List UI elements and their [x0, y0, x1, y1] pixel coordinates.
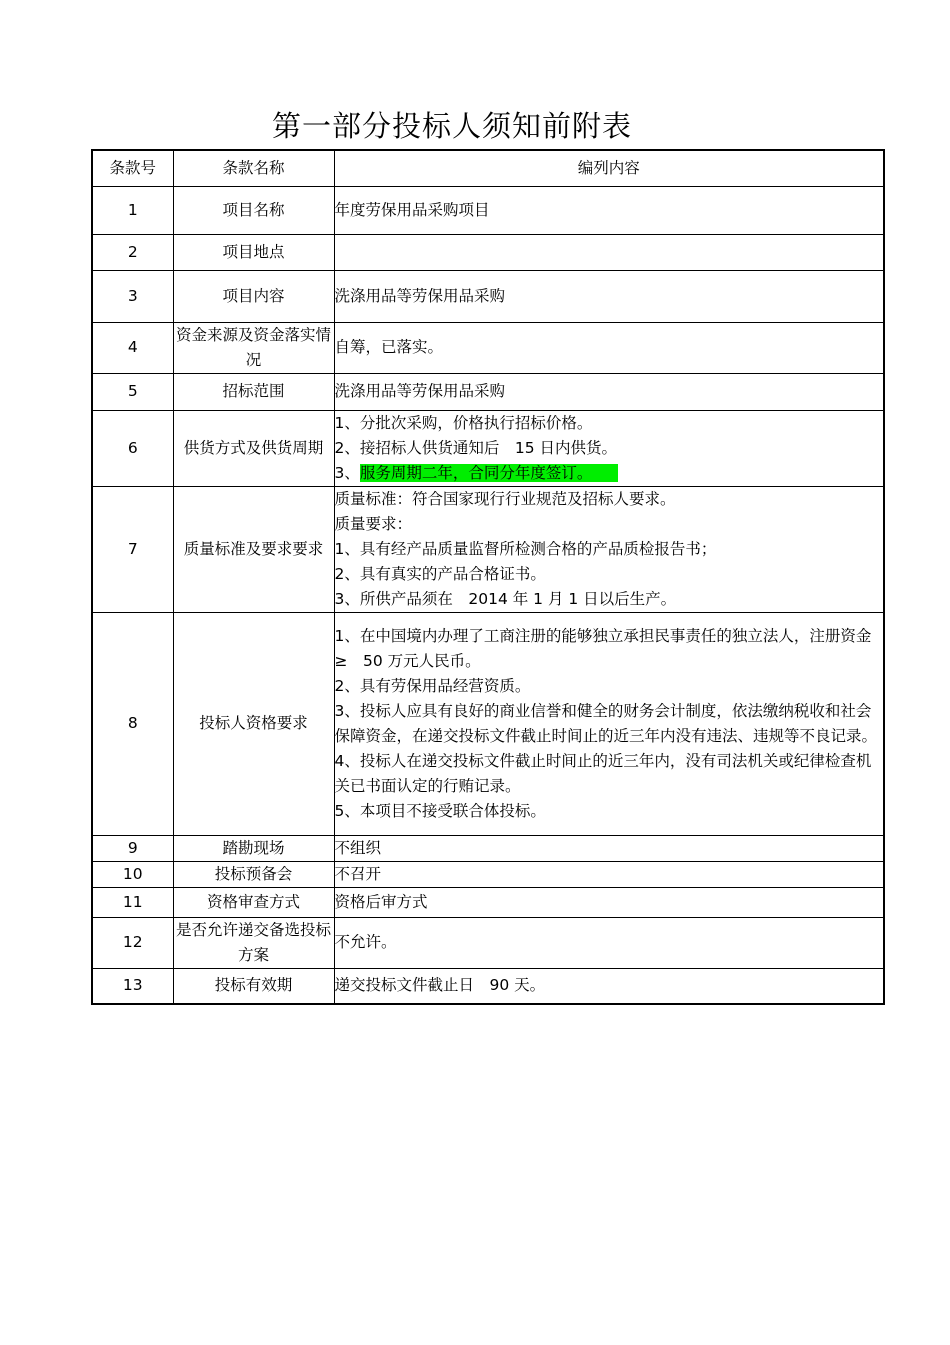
content-line: [335, 487, 884, 512]
clause-number: 5: [92, 373, 173, 410]
content-line: [335, 284, 884, 309]
clause-number: 2: [92, 234, 173, 270]
content-text: 4、投标人在递交投标文件截止时间止的近三年内，没有司法机关或纪律检查机关已书面认定的行贿记录。: [334, 751, 872, 795]
clause-content: [334, 322, 884, 373]
content-text: 不允许。: [334, 933, 397, 951]
clause-number: 3: [92, 270, 173, 322]
table-row: [92, 917, 884, 968]
clause-number: 1: [92, 186, 173, 234]
clause-name: 项目名称: [173, 186, 334, 234]
content-text: 年度劳保用品采购项目: [334, 200, 490, 219]
clause-content: [334, 887, 884, 917]
clause-name: 招标范围: [173, 373, 334, 410]
content-line: [335, 198, 884, 223]
table-row: [92, 887, 884, 917]
content-text: 2、接招标人供货通知后 15 日内供货。: [334, 438, 618, 457]
clause-content: [334, 917, 884, 968]
clause-number: 9: [92, 835, 173, 861]
clause-content: [334, 373, 884, 410]
content-text: 5、本项目不接受联合体投标。: [334, 801, 546, 820]
clause-number: 11: [92, 887, 173, 917]
content-text: 1、分批次采购，价格执行招标价格。: [334, 413, 593, 432]
content-line: [335, 436, 884, 461]
clause-content: [334, 612, 884, 835]
clause-name: 投标预备会: [173, 861, 334, 887]
clause-content: [334, 861, 884, 887]
clause-name: 项目地点: [173, 234, 334, 270]
table-row: [92, 186, 884, 234]
content-line: [335, 930, 884, 955]
clause-content: [334, 270, 884, 322]
content-text: 1、在中国境内办理了工商注册的能够独立承担民事责任的独立法人，注册资金≥ 50 万元人民币。: [334, 626, 872, 670]
clause-name: 质量标准及要求要求: [173, 486, 334, 612]
header-clause-name: 条款名称: [173, 150, 334, 186]
header-content: 编列内容: [334, 150, 884, 186]
content-line: [335, 749, 884, 799]
clause-content: [334, 835, 884, 861]
table-row: [92, 486, 884, 612]
clause-number: 13: [92, 968, 173, 1004]
content-text: 1、具有经产品质量监督所检测合格的产品质检报告书；: [334, 539, 717, 558]
clause-name: 投标有效期: [173, 968, 334, 1004]
content-line: [335, 973, 884, 998]
clause-number: 6: [92, 410, 173, 486]
content-line: [335, 335, 884, 360]
clause-content: [334, 486, 884, 612]
table-row: [92, 410, 884, 486]
clause-content: [334, 234, 884, 270]
content-line: [335, 799, 884, 824]
content-line: [335, 562, 884, 587]
clause-content: [334, 186, 884, 234]
content-text: 洗涤用品等劳保用品采购: [334, 286, 506, 305]
clause-name: 供货方式及供货周期: [173, 410, 334, 486]
clause-number: 10: [92, 861, 173, 887]
content-text: 质量标准：符合国家现行行业规范及招标人要求。: [334, 489, 676, 508]
content-text: 递交投标文件截止日 90 天。: [334, 976, 546, 995]
clause-name: 投标人资格要求: [173, 612, 334, 835]
table-row: [92, 270, 884, 322]
content-line: [335, 537, 884, 562]
table-row: [92, 234, 884, 270]
table-row: [92, 835, 884, 861]
table-row: [92, 612, 884, 835]
table-row: [92, 968, 884, 1004]
content-line: [335, 587, 884, 612]
content-line: [335, 890, 884, 915]
content-text: 洗涤用品等劳保用品采购: [334, 382, 506, 400]
content-line: [335, 674, 884, 699]
content-text: 2、具有劳保用品经营资质。: [334, 676, 531, 695]
page-title: 第一部分投标人须知前附表: [271, 109, 632, 143]
content-line: [335, 411, 884, 436]
content-text: 3、投标人应具有良好的商业信誉和健全的财务会计制度，依法缴纳税收和社会保障资金，在递交投标文件截止时间止的近三年内没有违法、违规等不良记录。: [334, 701, 878, 745]
clause-name: 资格审查方式: [173, 887, 334, 917]
content-text: 3、所供产品须在 2014 年 1 月 1 日以后生产。: [334, 589, 677, 608]
clause-content: [334, 968, 884, 1004]
header-clause-no: 条款号: [92, 150, 173, 186]
content-line: [335, 624, 884, 674]
content-text: 质量要求：: [334, 514, 413, 533]
notice-table: [91, 149, 885, 1005]
clause-name: 踏勘现场: [173, 835, 334, 861]
content-line: [335, 379, 884, 404]
content-text: 2、具有真实的产品合格证书。: [334, 564, 546, 583]
clause-name: 资金来源及资金落实情况: [173, 322, 334, 373]
clause-number: 8: [92, 612, 173, 835]
clause-number: 4: [92, 322, 173, 373]
content-line: [335, 512, 884, 537]
content-line: [335, 699, 884, 749]
content-text: 3、: [334, 463, 360, 482]
content-text: 不组织: [334, 838, 382, 857]
content-line: [335, 461, 884, 486]
content-line: [335, 862, 884, 887]
clause-name: 项目内容: [173, 270, 334, 322]
content-text: 不召开: [334, 864, 382, 883]
content-text: 自筹，已落实。: [334, 338, 444, 356]
table-row: [92, 373, 884, 410]
clause-content: [334, 410, 884, 486]
clause-number: 12: [92, 917, 173, 968]
content-line: [335, 836, 884, 861]
table-row: [92, 322, 884, 373]
table-header-row: [92, 150, 884, 186]
clause-name: 是否允许递交备选投标方案: [173, 917, 334, 968]
highlighted-text: 服务周期二年，合同分年度签订。: [360, 464, 619, 482]
table-row: [92, 861, 884, 887]
content-text: 资格后审方式: [334, 892, 428, 911]
clause-number: 7: [92, 486, 173, 612]
